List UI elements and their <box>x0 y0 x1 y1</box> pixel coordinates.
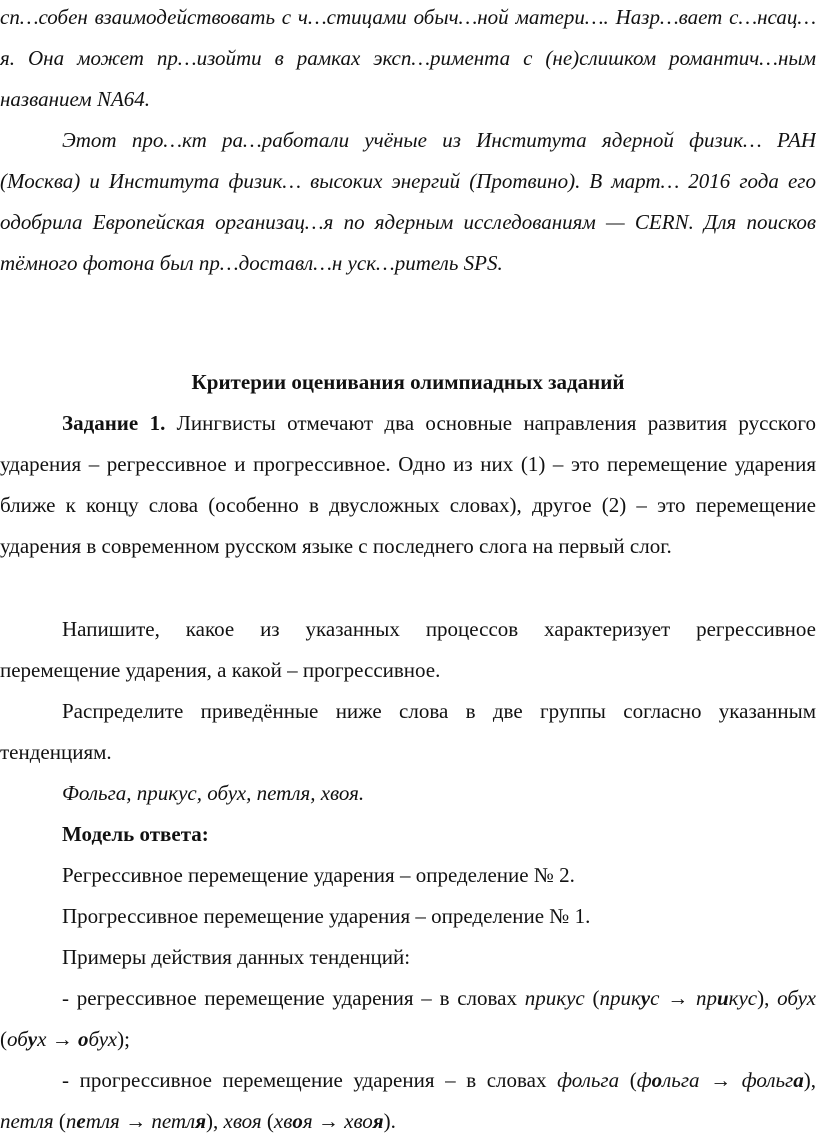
word-petlya: петля <box>0 1109 54 1133</box>
word-part: ф <box>636 1068 652 1092</box>
stressed-vowel: я <box>372 1109 384 1133</box>
word-part: тля <box>85 1109 120 1133</box>
word-part: льга <box>662 1068 700 1092</box>
stressed-vowel: у <box>27 1027 38 1051</box>
word-part: х <box>37 1027 47 1051</box>
stressed-vowel: е <box>76 1109 86 1133</box>
arrow: → <box>119 1109 152 1133</box>
word-part: с <box>650 986 660 1010</box>
stress-before <box>599 986 659 1010</box>
word-hvoya: хвоя <box>223 1109 262 1133</box>
task1-text: Лингвисты отмечают два основные направления развития русского ударения – регрессивное и прогрессивное. Одно из них (1) – это перемещение ударения ближе к концу слова (особенно в двусложных словах), другое (2) – это перемещение ударения в современном русском языке с последнего слога на первый слог. <box>0 411 816 558</box>
word-part: фольг <box>741 1068 794 1092</box>
stress-after <box>344 1109 384 1133</box>
examples-intro: Примеры действия данных тенденций: <box>62 945 411 969</box>
arrow: → <box>659 986 696 1010</box>
word-part: пр <box>695 986 717 1010</box>
stress-after <box>151 1109 206 1133</box>
regressive-definition: Регрессивное перемещение ударения – определение № 2. <box>62 863 575 887</box>
progressive-definition: Прогрессивное перемещение ударения – определение № 1. <box>62 904 591 928</box>
paragraph-text: сп…собен взаимодействовать с ч…стицами обыч…ной матери…. Назр…вает с…нсац…я. Она может пр…изойти в рамках эксп…римента с (не)слишком романтич…ным названием NA64. <box>0 5 816 111</box>
word-list: Фольга, прикус, обух, петля, хвоя. <box>62 781 365 805</box>
stress-before <box>274 1109 313 1133</box>
model-answer-label: Модель ответа: <box>62 822 209 846</box>
word-part: хв <box>273 1109 293 1133</box>
arrow: → <box>699 1068 742 1092</box>
stressed-vowel: а <box>793 1068 804 1092</box>
paragraph-text: Распределите приведённые ниже слова в две группы согласно указанным тенденциям. <box>0 699 816 764</box>
stress-before <box>637 1068 700 1092</box>
arrow: → <box>312 1109 345 1133</box>
stressed-vowel: о <box>77 1027 89 1051</box>
paragraph-text: Напишите, какое из указанных процессов характеризует регрессивное перемещение ударения, а какой – прогрессивное. <box>0 617 816 682</box>
criteria-heading: Критерии оценивания олимпиадных заданий <box>191 370 625 394</box>
word-part: прик <box>599 986 641 1010</box>
word-prikus: прикус <box>524 986 585 1010</box>
paragraph-intro-continued <box>0 0 816 120</box>
word-part: п <box>65 1109 77 1133</box>
example-prefix: - регрессивное перемещение ударения – в словах <box>62 986 525 1010</box>
write-instruction <box>0 609 816 691</box>
stress-after <box>742 1068 804 1092</box>
task1-paragraph <box>0 403 816 567</box>
word-obuh: обух <box>777 986 816 1010</box>
word-part: кус <box>728 986 758 1010</box>
distribute-instruction <box>0 691 816 773</box>
word-part: петл <box>151 1109 196 1133</box>
stressed-vowel: я <box>195 1109 207 1133</box>
stress-after <box>78 1027 117 1051</box>
example-prefix: - прогрессивное перемещение ударения – в словах <box>62 1068 558 1092</box>
arrow: → <box>46 1027 78 1051</box>
progressive-example: - прогрессивное перемещение ударения – в словах фольга (фольга → фольга), петля (петля → петля), хвоя (хвоя → хвоя). <box>0 1068 816 1133</box>
word-part: об <box>7 1027 28 1051</box>
word-part: я <box>302 1109 313 1133</box>
stressed-vowel: о <box>292 1109 303 1133</box>
stressed-vowel: и <box>716 986 729 1010</box>
paragraph-project <box>0 120 816 284</box>
task1-label: Задание 1. <box>62 411 166 435</box>
stress-before <box>66 1109 120 1133</box>
stress-after <box>696 986 757 1010</box>
stressed-vowel: у <box>640 986 651 1010</box>
paragraph-text: Этот про…кт ра…работали учёные из Института ядерной физик… РАН (Москва) и Института физик… высоких энергий (Протвино). В март… 2016 года его одобрила Европейская организац…я по ядерным исследованиям — CERN. Для поисков тёмного фотона был пр…доставл…н уск…ритель SPS. <box>0 128 816 275</box>
regressive-example: - регрессивное перемещение ударения – в словах прикус (прикус → прикус), обух (обух → обух); <box>0 986 816 1051</box>
word-part: хво <box>344 1109 373 1133</box>
stress-before <box>7 1027 46 1051</box>
word-part: бух <box>88 1027 118 1051</box>
stressed-vowel: о <box>651 1068 663 1092</box>
word-folga: фольга <box>557 1068 620 1092</box>
